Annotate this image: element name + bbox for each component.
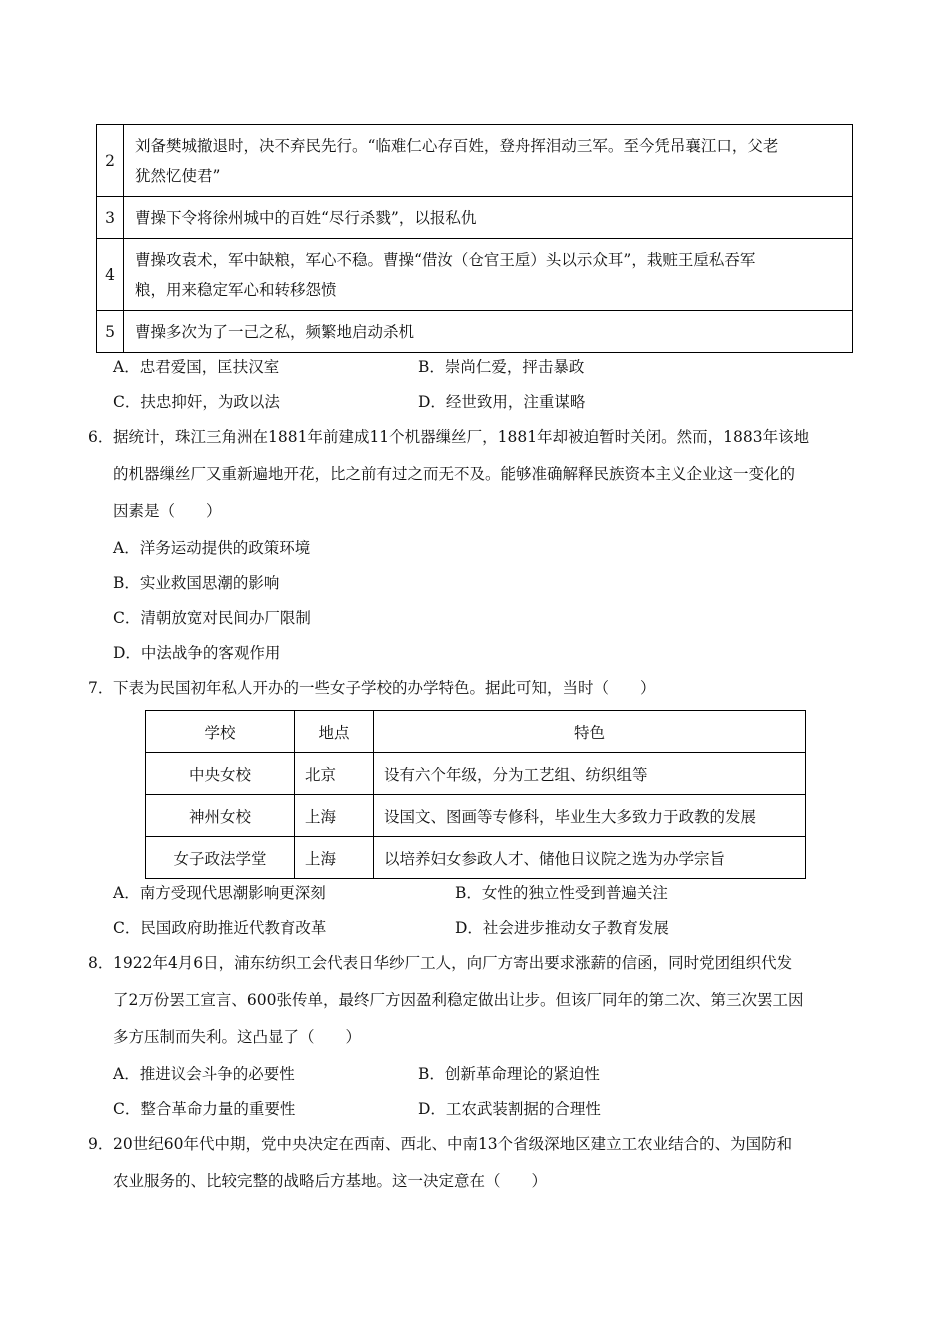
row-text-line: 曹操攻袁术，军中缺粮，军心不稳。曹操“借汝（仓官王垕）头以示众耳”，栽赃王垕私吞军 bbox=[135, 250, 756, 269]
option-c[interactable]: C．清朝放宽对民间办厂限制 bbox=[113, 609, 311, 627]
table-header-row bbox=[146, 711, 806, 753]
row-text-line: 犹然忆使君” bbox=[135, 166, 221, 185]
option-b[interactable]: B．创新革命理论的紧迫性 bbox=[418, 1065, 600, 1083]
schools-table bbox=[145, 710, 806, 879]
option-c[interactable]: C．民国政府助推近代教育改革 bbox=[113, 919, 327, 937]
row-text-line: 曹操多次为了一己之私，频繁地启动杀机 bbox=[135, 322, 415, 341]
question-text: 20世纪60年代中期，党中央决定在西南、西北、中南13个省级深地区建立工农业结合的、为国防和 bbox=[113, 1135, 793, 1153]
question-number: 7． bbox=[88, 679, 114, 697]
row-number: 5 bbox=[97, 311, 124, 353]
table-row bbox=[97, 125, 853, 197]
question-number: 9． bbox=[88, 1135, 114, 1153]
question-text: 据统计，珠江三角洲在1881年前建成11个机器缫丝厂，1881年却被迫暂时关闭。然而，1883年该地 bbox=[113, 428, 810, 446]
question-text: 多方压制而失利。这凸显了（ ） bbox=[113, 1028, 362, 1046]
table-row bbox=[97, 197, 853, 239]
table-row bbox=[97, 311, 853, 353]
question-number: 8． bbox=[88, 954, 114, 972]
option-d[interactable]: D．社会进步推动女子教育发展 bbox=[455, 919, 669, 937]
option-a[interactable]: A．推进议会斗争的必要性 bbox=[113, 1065, 295, 1083]
column-header: 学校 bbox=[146, 711, 295, 753]
feature-cell: 以培养妇女参政人才、储他日议院之选为办学宗旨 bbox=[374, 837, 806, 879]
row-text bbox=[124, 197, 853, 239]
school-cell: 神州女校 bbox=[146, 795, 295, 837]
row-text bbox=[124, 125, 853, 197]
option-c[interactable]: C．整合革命力量的重要性 bbox=[113, 1100, 296, 1118]
feature-cell: 设有六个年级，分为工艺组、纺织组等 bbox=[374, 753, 806, 795]
column-header: 特色 bbox=[374, 711, 806, 753]
table-row bbox=[97, 239, 853, 311]
question-text: 因素是（ ） bbox=[113, 502, 222, 520]
comparison-table bbox=[96, 124, 853, 353]
location-cell: 上海 bbox=[295, 837, 374, 879]
table-row bbox=[146, 753, 806, 795]
question-text: 了2万份罢工宣言、600张传单，最终厂方因盈利稳定做出让步。但该厂同年的第二次、第三次罢工因 bbox=[113, 991, 804, 1009]
option-d[interactable]: D．经世致用，注重谋略 bbox=[418, 393, 586, 411]
option-b[interactable]: B．崇尚仁爱，抨击暴政 bbox=[418, 358, 585, 376]
location-cell: 北京 bbox=[295, 753, 374, 795]
option-c[interactable]: C．扶忠抑奸，为政以法 bbox=[113, 393, 280, 411]
row-text bbox=[124, 311, 853, 353]
option-b[interactable]: B．女性的独立性受到普遍关注 bbox=[455, 884, 668, 902]
location-cell: 上海 bbox=[295, 795, 374, 837]
question-text: 农业服务的、比较完整的战略后方基地。这一决定意在（ ） bbox=[113, 1172, 548, 1190]
row-number: 2 bbox=[97, 125, 124, 197]
school-cell: 女子政法学堂 bbox=[146, 837, 295, 879]
row-text bbox=[124, 239, 853, 311]
option-a[interactable]: A．洋务运动提供的政策环境 bbox=[113, 539, 311, 557]
option-d[interactable]: D．工农武装割据的合理性 bbox=[418, 1100, 601, 1118]
row-text-line: 粮，用来稳定军心和转移怨愤 bbox=[135, 280, 337, 299]
option-a[interactable]: A．忠君爱国，匡扶汉室 bbox=[113, 358, 280, 376]
column-header: 地点 bbox=[295, 711, 374, 753]
school-cell: 中央女校 bbox=[146, 753, 295, 795]
table-row bbox=[146, 795, 806, 837]
feature-cell: 设国文、图画等专修科，毕业生大多致力于政教的发展 bbox=[374, 795, 806, 837]
option-b[interactable]: B．实业救国思潮的影响 bbox=[113, 574, 280, 592]
question-number: 6． bbox=[88, 428, 114, 446]
row-text-line: 刘备樊城撤退时，决不弃民先行。“临难仁心存百姓，登舟挥泪动三军。至今凭吊襄江口，父老 bbox=[135, 136, 779, 155]
question-text: 下表为民国初年私人开办的一些女子学校的办学特色。据此可知，当时（ ） bbox=[113, 679, 656, 697]
table-row bbox=[146, 837, 806, 879]
option-a[interactable]: A．南方受现代思潮影响更深刻 bbox=[113, 884, 326, 902]
row-number: 4 bbox=[97, 239, 124, 311]
question-text: 1922年4月6日，浦东纺织工会代表日华纱厂工人，向厂方寄出要求涨薪的信函，同时党团组织代发 bbox=[113, 954, 793, 972]
question-text: 的机器缫丝厂又重新遍地开花，比之前有过之而无不及。能够准确解释民族资本主义企业这一变化的 bbox=[113, 465, 796, 483]
row-number: 3 bbox=[97, 197, 124, 239]
row-text-line: 曹操下令将徐州城中的百姓“尽行杀戮”，以报私仇 bbox=[135, 208, 477, 227]
option-d[interactable]: D．中法战争的客观作用 bbox=[113, 644, 281, 662]
